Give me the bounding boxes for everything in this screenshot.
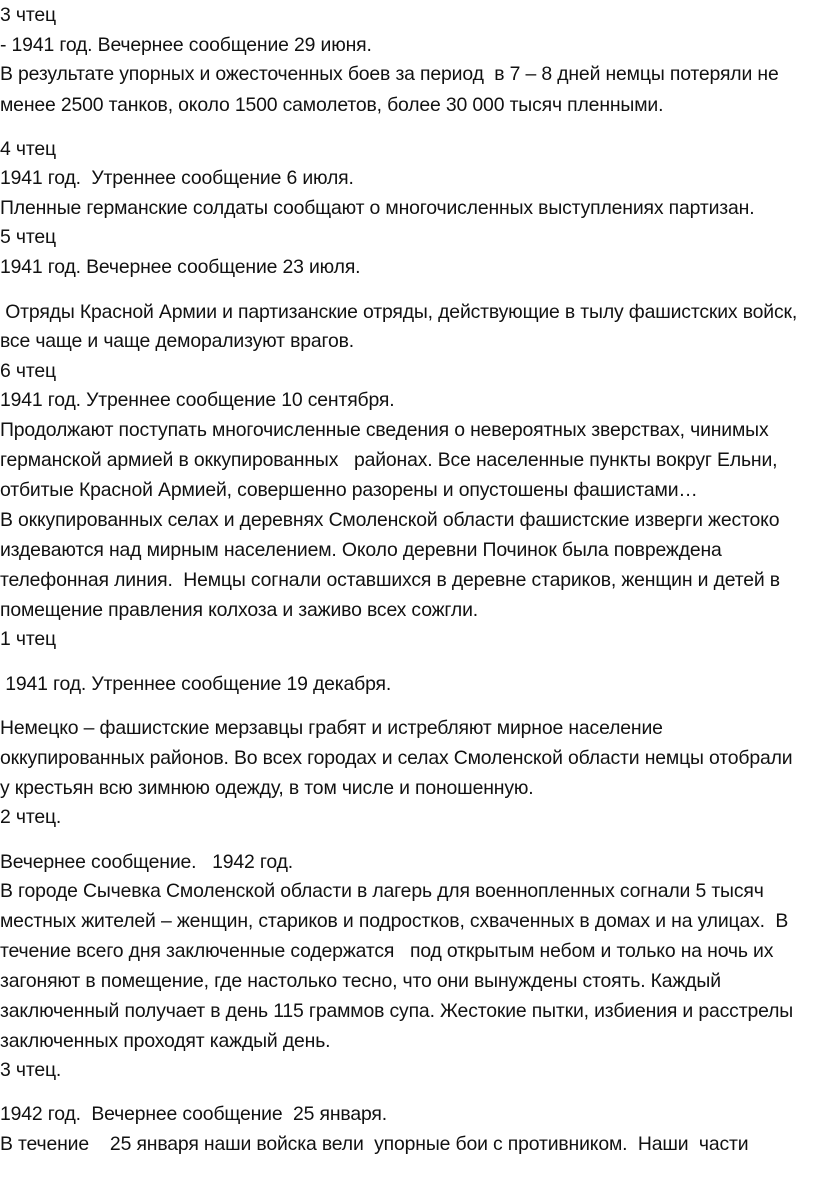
text-line: 1942 год. Вечернее сообщение 25 января. — [0, 1103, 387, 1125]
text-line: 3 чтец — [0, 4, 56, 26]
text-line: В течение 25 января наши войска вели упорные бои с противником. Наши части — [0, 1133, 749, 1155]
text-line: 4 чтец — [0, 138, 56, 160]
text-line: В результате упорных и ожесточенных боев за период в 7 – 8 дней немцы потеряли не — [0, 63, 779, 85]
text-line: Немецко – фашистские мерзавцы грабят и истребляют мирное население — [0, 717, 663, 739]
text-line: 1941 год. Утреннее сообщение 6 июля. — [0, 167, 354, 189]
text-line: менее 2500 танков, около 1500 самолетов, более 30 000 тысяч пленными. — [0, 94, 664, 116]
text-line: Пленные германские солдаты сообщают о многочисленных выступлениях партизан. — [0, 197, 755, 219]
text-line: В городе Сычевка Смоленской области в лагерь для военнопленных согнали 5 тысяч — [0, 880, 764, 902]
text-line: 2 чтец. — [0, 806, 62, 828]
text-line: 1941 год. Вечернее сообщение 23 июля. — [0, 256, 361, 278]
text-line: заключенных проходят каждый день. — [0, 1030, 331, 1052]
text-line: 3 чтец. — [0, 1059, 62, 1081]
text-line: 1 чтец — [0, 628, 56, 650]
text-line: все чаще и чаще деморализуют врагов. — [0, 330, 355, 352]
text-line: Продолжают поступать многочисленные сведения о невероятных зверствах, чинимых — [0, 419, 769, 441]
text-line: телефонная линия. Немцы согнали оставшихся в деревне стариков, женщин и детей в — [0, 569, 780, 591]
text-line: у крестьян всю зимнюю одежду, в том числе и поношенную. — [0, 777, 534, 799]
text-line: 1941 год. Утреннее сообщение 19 декабря. — [0, 673, 392, 695]
text-line: издеваются над мирным населением. Около деревни Починок была повреждена — [0, 539, 722, 561]
text-line: отбитые Красной Армией, совершенно разорены и опустошены фашистами… — [0, 479, 698, 501]
text-line: Отряды Красной Армии и партизанские отряды, действующие в тылу фашистских войск, — [0, 301, 798, 323]
text-line: В оккупированных селах и деревнях Смоленской области фашистские изверги жестоко — [0, 509, 780, 531]
text-line: 6 чтец — [0, 360, 56, 382]
text-line: течение всего дня заключенные содержатся под открытым небом и только на ночь их — [0, 940, 774, 962]
text-line: 5 чтец — [0, 226, 56, 248]
text-line: 1941 год. Утреннее сообщение 10 сентября. — [0, 389, 395, 411]
text-line: загоняют в помещение, где настолько тесно, что они вынуждены стоять. Каждый — [0, 970, 721, 992]
text-line: местных жителей – женщин, стариков и подростков, схваченных в домах и на улицах. В — [0, 910, 789, 932]
text-line: Вечернее сообщение. 1942 год. — [0, 851, 293, 873]
text-line: оккупированных районов. Во всех городах и селах Смоленской области немцы отобрали — [0, 747, 793, 769]
text-line: заключенный получает в день 115 граммов супа. Жестокие пытки, избиения и расстрелы — [0, 1000, 794, 1022]
text-line: германской армией в оккупированных районах. Все населенные пункты вокруг Ельни, — [0, 449, 778, 471]
text-line: помещение правления колхоза и заживо всех сожгли. — [0, 599, 479, 621]
text-line: - 1941 год. Вечернее сообщение 29 июня. — [0, 34, 372, 56]
